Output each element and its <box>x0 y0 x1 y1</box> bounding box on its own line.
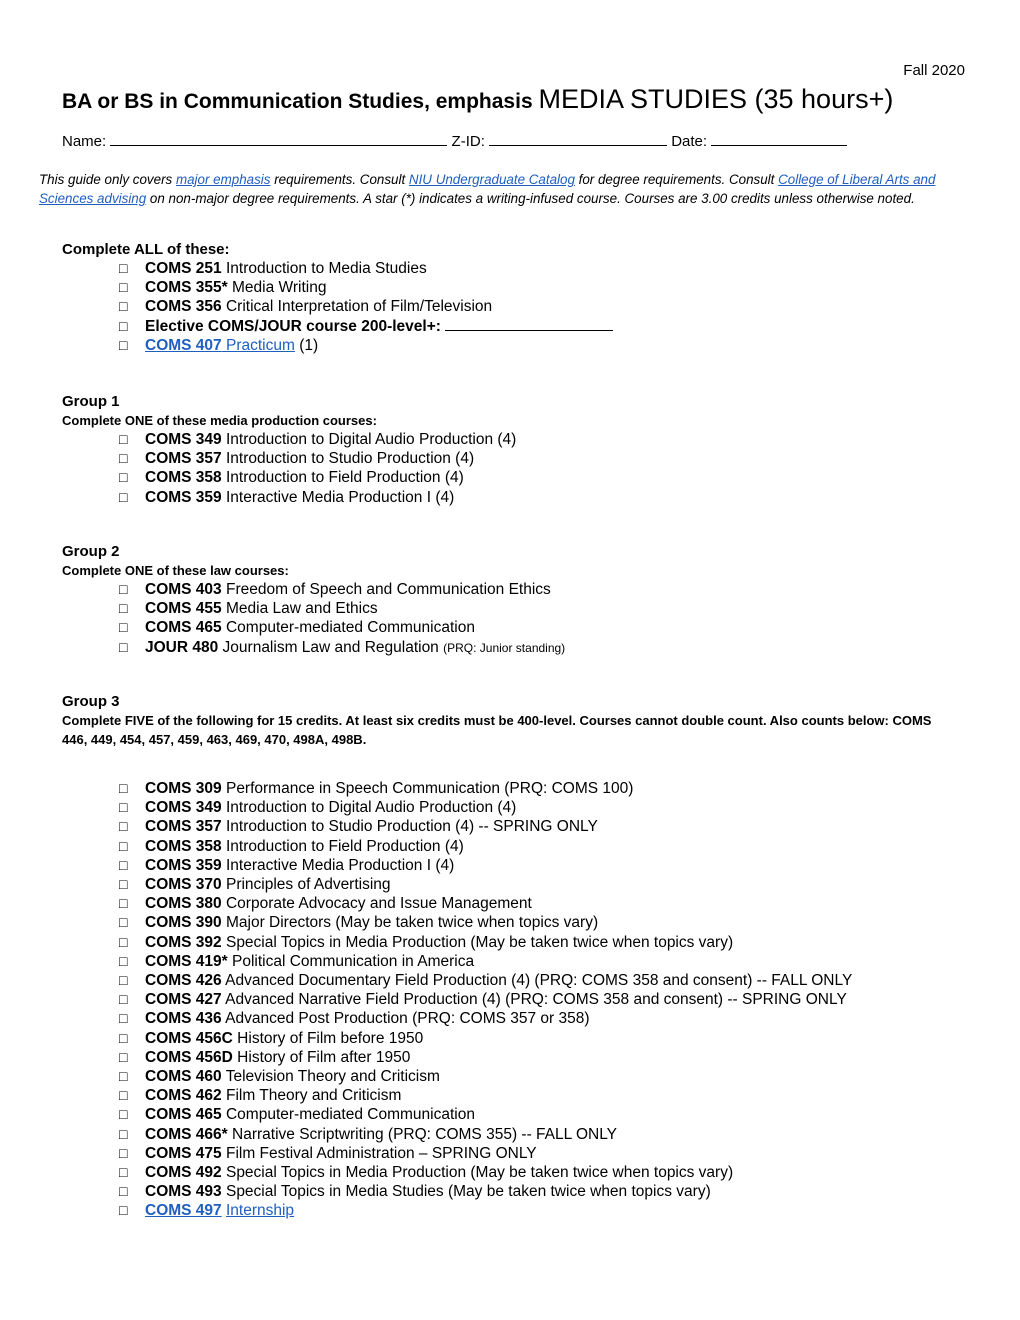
intro-text-1: This guide only covers <box>39 172 176 187</box>
course-item <box>119 875 942 894</box>
course-item <box>119 1048 942 1067</box>
course-title: Computer-mediated Communication <box>221 619 475 637</box>
checkbox[interactable]: □ <box>119 431 128 447</box>
course-title: Narrative Scriptwriting (PRQ: COMS 355) -- FALL ONLY <box>227 1125 618 1143</box>
course-item <box>119 488 942 507</box>
name-field[interactable] <box>110 132 447 146</box>
course-code: COMS 456D <box>145 1048 233 1066</box>
intro-text-3: for degree requirements. Consult <box>574 172 779 187</box>
course-title: Television Theory and Criticism <box>221 1068 440 1086</box>
course-title: Introduction to Digital Audio Production (4) <box>221 431 517 448</box>
course-code: COMS 349 <box>145 431 222 448</box>
course-item <box>119 468 942 487</box>
course-title: Corporate Advocacy and Issue Management <box>221 895 532 913</box>
course-item <box>119 449 942 468</box>
course-item <box>119 336 613 355</box>
course-code: COMS 390 <box>145 914 222 932</box>
course-code: COMS 493 <box>145 1183 222 1201</box>
group2-heading: Group 2 <box>62 543 120 560</box>
course-code: COMS 456C <box>145 1029 233 1047</box>
course-code: COMS 357 <box>145 818 222 836</box>
date-field[interactable] <box>711 132 847 146</box>
title-main: BA or BS in Communication Studies, emphasis <box>62 90 539 113</box>
date-label: Date: <box>671 133 708 150</box>
course-code: COMS 426 <box>145 972 222 990</box>
checkbox[interactable]: □ <box>119 933 128 950</box>
checkbox[interactable]: □ <box>119 991 128 1008</box>
course-item <box>119 297 613 316</box>
course-item <box>119 1086 942 1105</box>
course-title: Film Theory and Criticism <box>221 1087 402 1105</box>
course-item <box>119 317 613 336</box>
course-title: Freedom of Speech and Communication Ethics <box>221 581 551 598</box>
course-code: COMS 455 <box>145 600 222 618</box>
course-code: COMS 356 <box>145 298 222 316</box>
course-code: COMS 465 <box>145 1106 222 1124</box>
course-title: Introduction to Studio Production (4) <box>221 450 475 468</box>
course-code: COMS 465 <box>145 619 222 637</box>
course-code: COMS 380 <box>145 895 222 913</box>
undergraduate-catalog-link[interactable]: NIU Undergraduate Catalog <box>408 172 575 187</box>
course-title: Political Communication in America <box>227 952 475 970</box>
course-title: Introduction to Digital Audio Production (4) <box>221 799 517 817</box>
checkbox[interactable]: □ <box>119 1087 128 1104</box>
course-code: COMS 475 <box>145 1144 222 1162</box>
course-code: COMS 355* <box>145 279 228 297</box>
course-code: JOUR 480 <box>145 638 219 656</box>
course-title: Interactive Media Production I (4) <box>221 488 455 506</box>
course-item <box>119 933 942 952</box>
group1-heading: Group 1 <box>62 393 120 410</box>
checkbox[interactable]: □ <box>119 1029 128 1046</box>
checkbox[interactable]: □ <box>119 450 128 467</box>
course-item <box>119 638 942 658</box>
checkbox[interactable]: □ <box>119 600 128 617</box>
course-title: Critical Interpretation of Film/Television <box>221 298 493 316</box>
checkbox[interactable]: □ <box>119 895 128 912</box>
course-item <box>119 1163 942 1182</box>
title-emphasis: MEDIA STUDIES (35 hours+) <box>538 84 894 114</box>
course-item <box>119 1067 942 1086</box>
course-title: Advanced Narrative Field Production (4) (PRQ: COMS 358 and consent) -- SPRING ONLY <box>221 991 847 1009</box>
course-title: Special Topics in Media Production (May be taken twice when topics vary) <box>221 933 734 951</box>
checkbox[interactable]: □ <box>119 1010 128 1027</box>
course-title: Introduction to Field Production (4) <box>221 837 464 855</box>
course-item <box>119 259 613 278</box>
course-title: Special Topics in Media Production (May be taken twice when topics vary) <box>221 1164 734 1182</box>
checkbox[interactable]: □ <box>119 1106 128 1123</box>
coms-407-link[interactable]: COMS 407 <box>145 336 222 354</box>
course-item <box>119 430 942 449</box>
group3-note: Complete FIVE of the following for 15 credits. At least six credits must be 400-level. Courses cannot double count. Also counts below: COMS 446, 449, 454, 457, 459, 463, 469, 470, 498A, 498B. <box>62 713 932 747</box>
group2-course-list <box>62 580 942 658</box>
checkbox[interactable]: □ <box>119 298 128 315</box>
checkbox[interactable]: □ <box>119 856 128 873</box>
major-emphasis-link[interactable]: major emphasis <box>175 172 271 187</box>
course-item <box>119 599 942 618</box>
course-item <box>119 971 942 990</box>
checkbox[interactable]: □ <box>119 1183 128 1200</box>
checkbox[interactable]: □ <box>119 1164 128 1181</box>
course-code: COMS 427 <box>145 991 222 1009</box>
group1-course-list <box>62 430 942 507</box>
course-code: COMS 358 <box>145 469 222 487</box>
checkbox[interactable]: □ <box>119 1144 128 1161</box>
checkbox[interactable]: □ <box>119 799 128 816</box>
course-code: COMS 309 <box>145 780 222 797</box>
course-item <box>119 894 942 913</box>
group3-heading: Group 3 <box>62 693 120 710</box>
group1-section <box>62 392 942 507</box>
course-item <box>119 580 942 599</box>
checkbox[interactable]: □ <box>119 469 128 486</box>
course-item <box>119 837 942 856</box>
checkbox[interactable]: □ <box>119 1202 128 1219</box>
core-heading: Complete ALL of these: <box>62 241 230 258</box>
checkbox[interactable]: □ <box>119 279 128 296</box>
course-title: Principles of Advertising <box>221 876 391 894</box>
checkbox[interactable]: □ <box>119 619 128 636</box>
checkbox[interactable]: □ <box>119 1048 128 1065</box>
course-code: COMS 357 <box>145 450 222 468</box>
course-code: COMS 492 <box>145 1164 222 1182</box>
checkbox[interactable]: □ <box>119 876 128 893</box>
course-code: COMS 349 <box>145 799 222 817</box>
course-title: Special Topics in Media Studies (May be taken twice when topics vary) <box>221 1183 711 1201</box>
course-code: COMS 358 <box>145 837 222 855</box>
core-course-list <box>62 259 613 355</box>
checkbox[interactable]: □ <box>119 317 128 334</box>
intro-text-4: on non-major degree requirements. A star (*) indicates a writing-infused course. Courses are 3.00 credits unless otherwise noted. <box>146 191 915 206</box>
term-label: Fall 2020 <box>903 62 965 79</box>
course-item <box>119 278 613 297</box>
name-label: Name: <box>62 133 107 150</box>
course-item <box>119 990 942 1009</box>
checkbox[interactable]: □ <box>119 952 128 969</box>
clas-advising-link[interactable]: College of Liberal Arts and Sciences advising <box>39 172 936 206</box>
course-title: History of Film after 1950 <box>232 1048 411 1066</box>
checkbox[interactable]: □ <box>119 488 128 505</box>
course-code: COMS 460 <box>145 1068 222 1086</box>
checkbox[interactable]: □ <box>119 1068 128 1085</box>
course-title: Major Directors (May be taken twice when topics vary) <box>221 914 599 932</box>
course-item <box>119 1125 942 1144</box>
checkbox[interactable]: □ <box>119 638 128 655</box>
course-title: Journalism Law and Regulation <box>218 638 444 656</box>
course-code: COMS 370 <box>145 876 222 894</box>
course-title: Media Law and Ethics <box>221 600 378 618</box>
checkbox[interactable]: □ <box>119 780 128 796</box>
course-code: COMS 392 <box>145 933 222 951</box>
course-credits: (1) <box>294 336 319 354</box>
course-title: Interactive Media Production I (4) <box>221 856 455 874</box>
checkbox[interactable]: □ <box>119 837 128 854</box>
practicum-link[interactable]: Practicum <box>221 336 295 354</box>
checkbox[interactable]: □ <box>119 972 128 989</box>
group3-course-list <box>62 779 942 1221</box>
course-title: Introduction to Media Studies <box>221 260 427 277</box>
course-code: COMS 419* <box>145 952 228 970</box>
course-item <box>119 618 942 637</box>
checkbox[interactable]: □ <box>119 260 128 276</box>
checkbox[interactable]: □ <box>119 914 128 931</box>
course-code: COMS 403 <box>145 581 222 598</box>
course-code: COMS 466* <box>145 1125 228 1143</box>
zid-field[interactable] <box>489 132 667 146</box>
group2-note: Complete ONE of these law courses: <box>62 563 289 578</box>
course-title: Media Writing <box>227 279 327 297</box>
course-title: Computer-mediated Communication <box>221 1106 475 1124</box>
course-title: Film Festival Administration – SPRING ONLY <box>221 1144 537 1162</box>
page-title <box>62 84 893 115</box>
internship-link[interactable]: Internship <box>225 1202 295 1220</box>
course-title: Introduction to Studio Production (4) -- SPRING ONLY <box>221 818 598 836</box>
course-code: COMS 462 <box>145 1087 222 1105</box>
course-item <box>119 817 942 836</box>
zid-label: Z-ID: <box>451 133 485 150</box>
course-title: History of Film before 1950 <box>232 1029 424 1047</box>
course-item <box>119 1029 942 1048</box>
prerequisite-note: (PRQ: Junior standing) <box>443 640 566 655</box>
checkbox[interactable]: □ <box>119 581 128 597</box>
course-item <box>119 1144 942 1163</box>
course-item <box>119 779 942 798</box>
course-title: Advanced Documentary Field Production (4) (PRQ: COMS 358 and consent) -- FALL ONLY <box>221 972 853 990</box>
intro-paragraph <box>39 170 989 208</box>
course-code: COMS 251 <box>145 260 222 277</box>
course-code: COMS 359 <box>145 856 222 874</box>
elective-field[interactable] <box>445 317 613 331</box>
coms-497-link[interactable]: COMS 497 <box>145 1202 222 1220</box>
course-title: Advanced Post Production (PRQ: COMS 357 or 358) <box>221 1010 590 1028</box>
checkbox[interactable]: □ <box>119 818 128 835</box>
course-item <box>119 1105 942 1124</box>
course-title: Performance in Speech Communication (PRQ: COMS 100) <box>221 780 634 797</box>
course-item <box>119 952 942 971</box>
group1-note: Complete ONE of these media production courses: <box>62 413 377 428</box>
course-item <box>119 1201 942 1220</box>
course-item <box>119 798 942 817</box>
checkbox[interactable]: □ <box>119 336 128 353</box>
group3-section <box>62 692 942 1221</box>
intro-text-2: requirements. Consult <box>270 172 409 187</box>
checkbox[interactable]: □ <box>119 1125 128 1142</box>
course-item <box>119 913 942 932</box>
elective-label: Elective COMS/JOUR course 200-level+: <box>145 317 446 335</box>
course-item <box>119 1009 942 1028</box>
course-code: COMS 436 <box>145 1010 222 1028</box>
course-item <box>119 1182 942 1201</box>
student-info-bar <box>62 132 847 150</box>
course-code: COMS 359 <box>145 488 222 506</box>
group2-section <box>62 542 942 658</box>
course-item <box>119 856 942 875</box>
course-title: Introduction to Field Production (4) <box>221 469 464 487</box>
core-section <box>62 240 613 355</box>
